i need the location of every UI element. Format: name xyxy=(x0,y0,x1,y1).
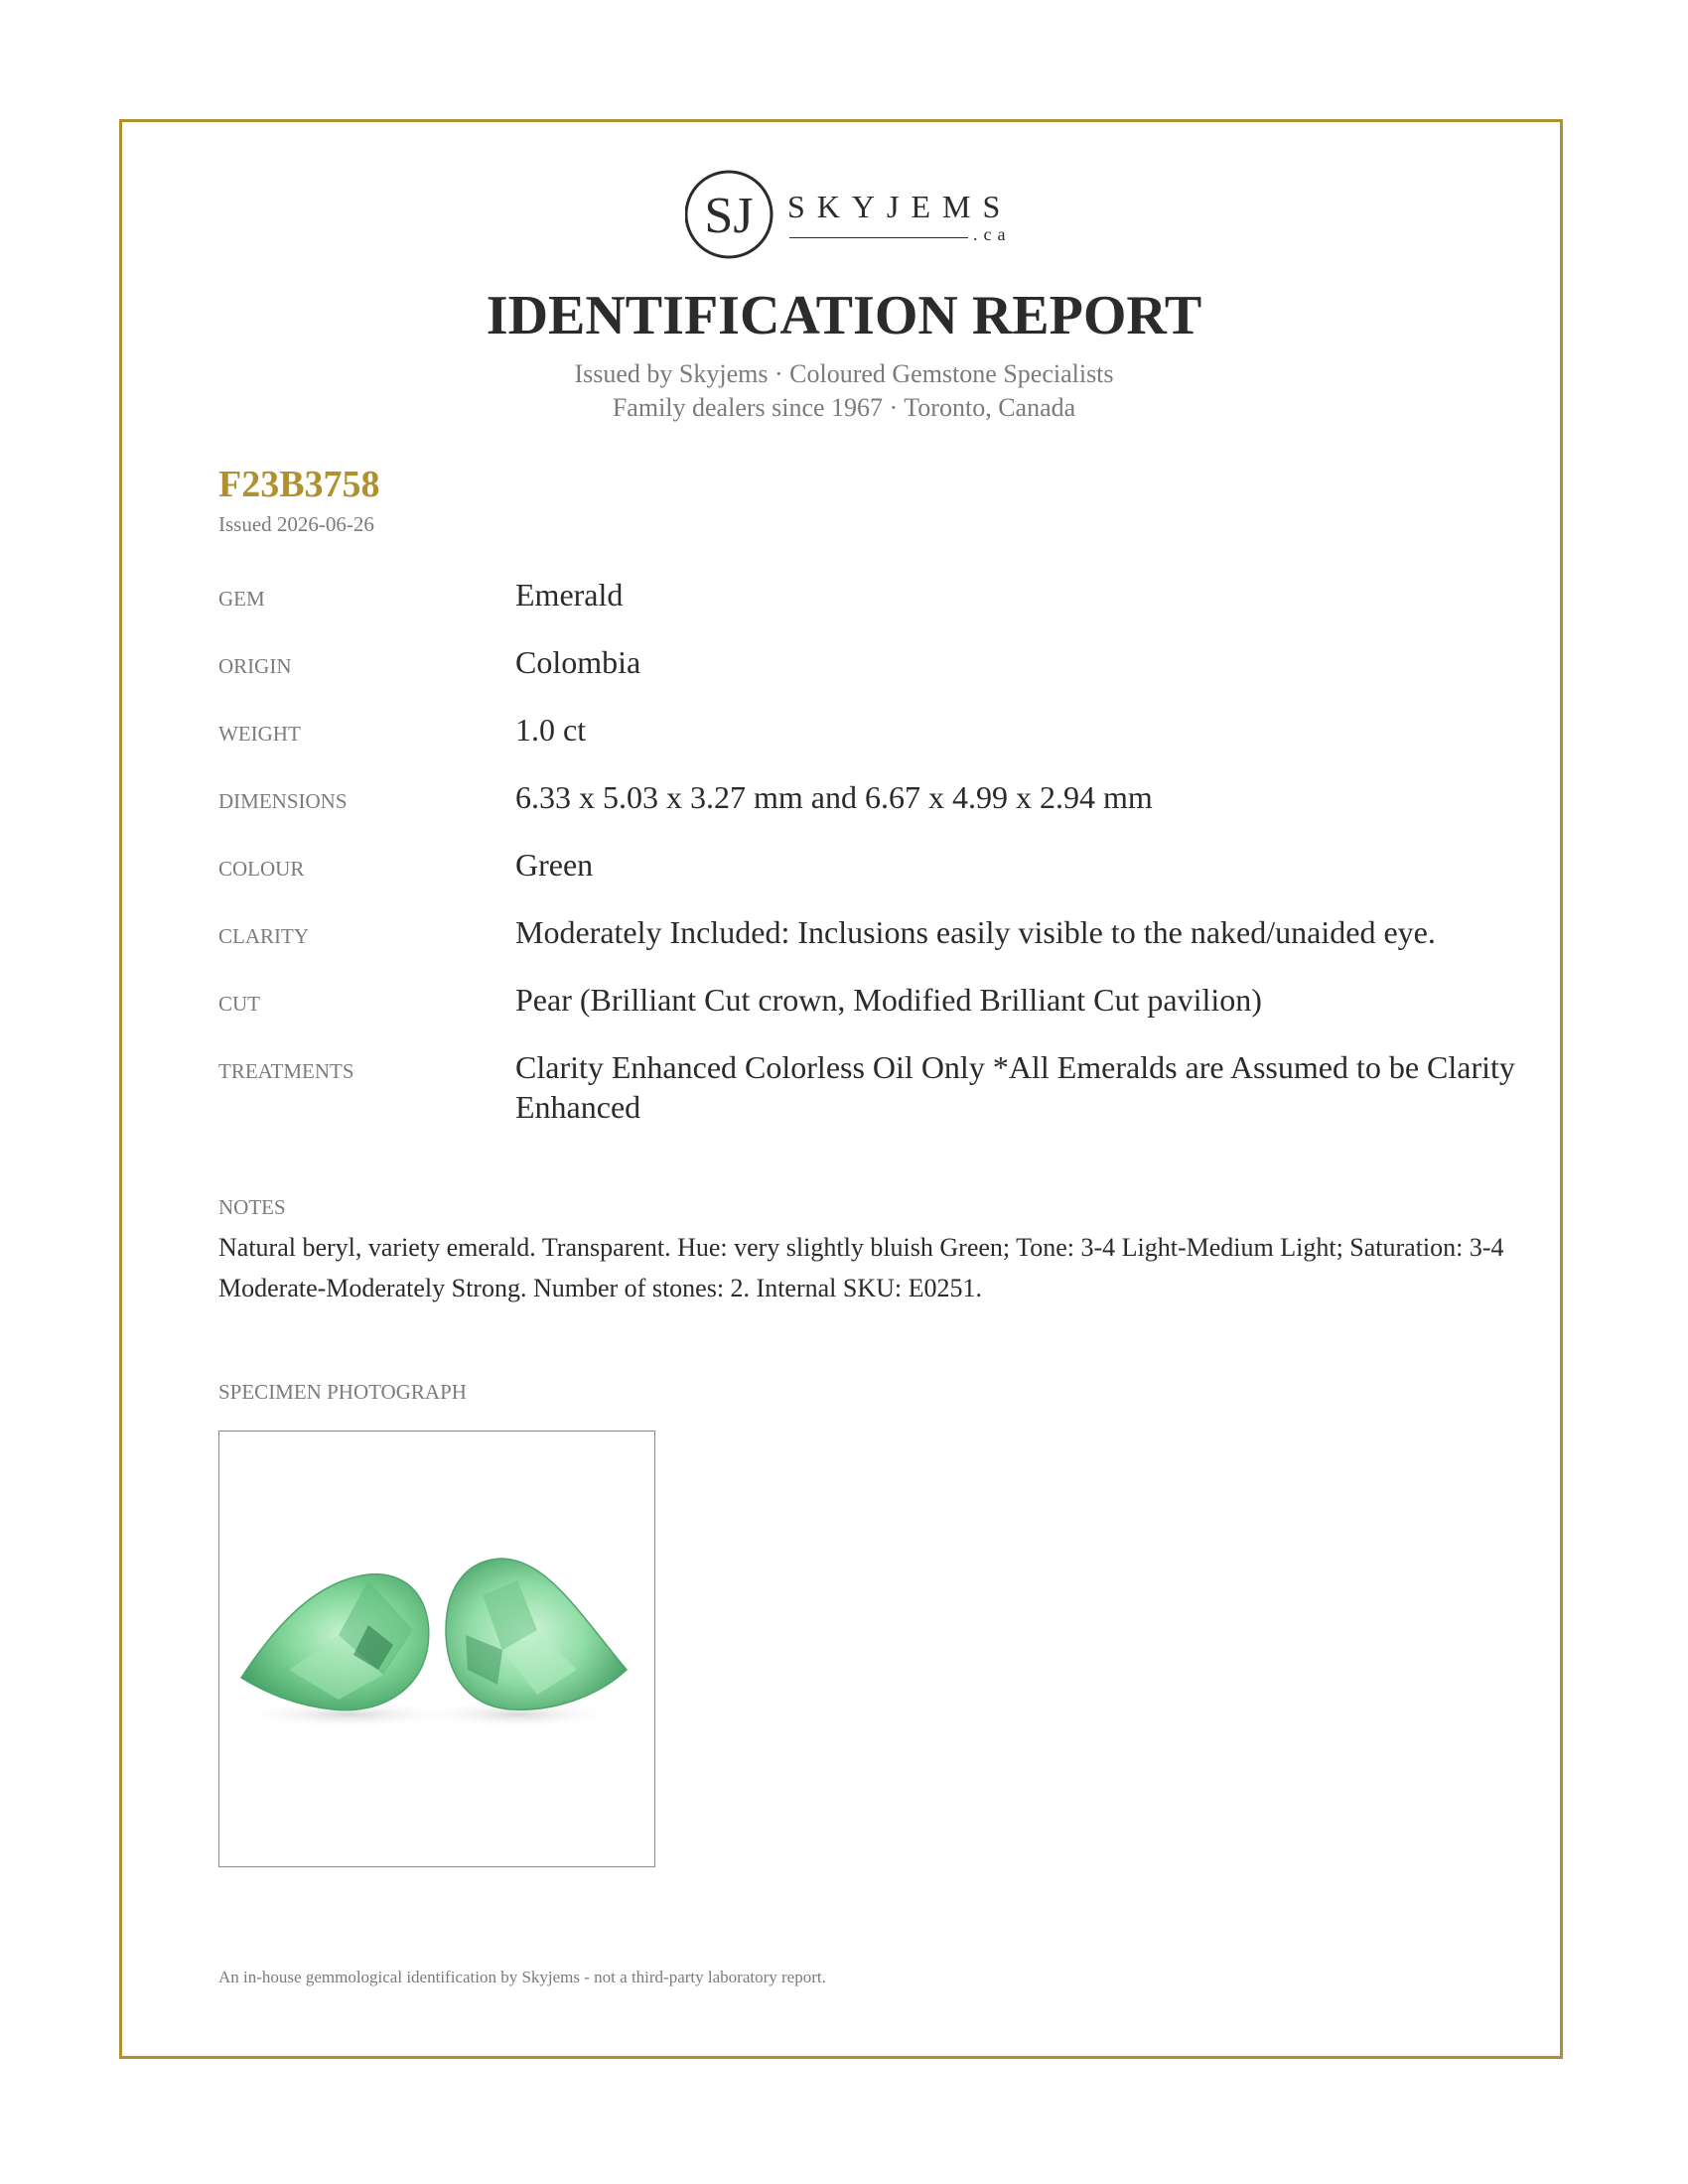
field-label-colour: COLOUR xyxy=(218,857,305,881)
logo-monogram: SJ xyxy=(704,188,754,244)
footer-disclaimer: An in-house gemmological identification by Skyjems - not a third-party laboratory report. xyxy=(218,1968,826,1986)
field-value-treatments: Clarity Enhanced Colorless Oil Only *All Emeralds are Assumed to be Clarity Enhanced xyxy=(515,1049,1515,1125)
field-value-origin: Colombia xyxy=(515,644,641,680)
field-label-treatments: TREATMENTS xyxy=(218,1059,354,1083)
field-label-clarity: CLARITY xyxy=(218,924,309,948)
notes-text: Natural beryl, variety emerald. Transparent. Hue: very slightly bluish Green; Tone: 3-4 Light-Medium Light; Saturation: 3-4 Moderate-Moderately Strong. Number of stones: 2. Internal SKU: E0251. xyxy=(218,1233,1504,1302)
field-value-colour: Green xyxy=(515,847,594,883)
issue-date: Issued 2026-06-26 xyxy=(218,512,374,536)
brand-domain: .ca xyxy=(973,224,1012,244)
field-label-cut: CUT xyxy=(218,992,260,1016)
field-value-cut: Pear (Brilliant Cut crown, Modified Brilliant Cut pavilion) xyxy=(515,982,1262,1018)
page-title: IDENTIFICATION REPORT xyxy=(486,285,1202,346)
field-label-dimensions: DIMENSIONS xyxy=(218,789,348,813)
subtitle-line-2: Family dealers since 1967 · Toronto, Canada xyxy=(612,393,1076,422)
emerald-stones-image xyxy=(219,1432,654,1866)
report-number: F23B3758 xyxy=(218,464,380,505)
logo-divider xyxy=(789,237,968,238)
specimen-photo xyxy=(218,1431,655,1867)
subtitle-line-1: Issued by Skyjems · Coloured Gemstone Specialists xyxy=(574,359,1114,388)
notes-label: NOTES xyxy=(218,1195,286,1219)
field-label-origin: ORIGIN xyxy=(218,654,292,678)
field-value-weight: 1.0 ct xyxy=(515,712,587,748)
field-value-dimensions: 6.33 x 5.03 x 3.27 mm and 6.67 x 4.99 x 2.94 mm xyxy=(515,779,1153,815)
field-label-gem: GEM xyxy=(218,587,265,611)
brand-name: SKYJEMS xyxy=(787,189,1013,224)
photo-label: SPECIMEN PHOTOGRAPH xyxy=(218,1380,467,1404)
field-value-gem: Emerald xyxy=(515,577,624,613)
field-label-weight: WEIGHT xyxy=(218,722,301,746)
field-value-clarity: Moderately Included: Inclusions easily visible to the naked/unaided eye. xyxy=(515,914,1436,950)
